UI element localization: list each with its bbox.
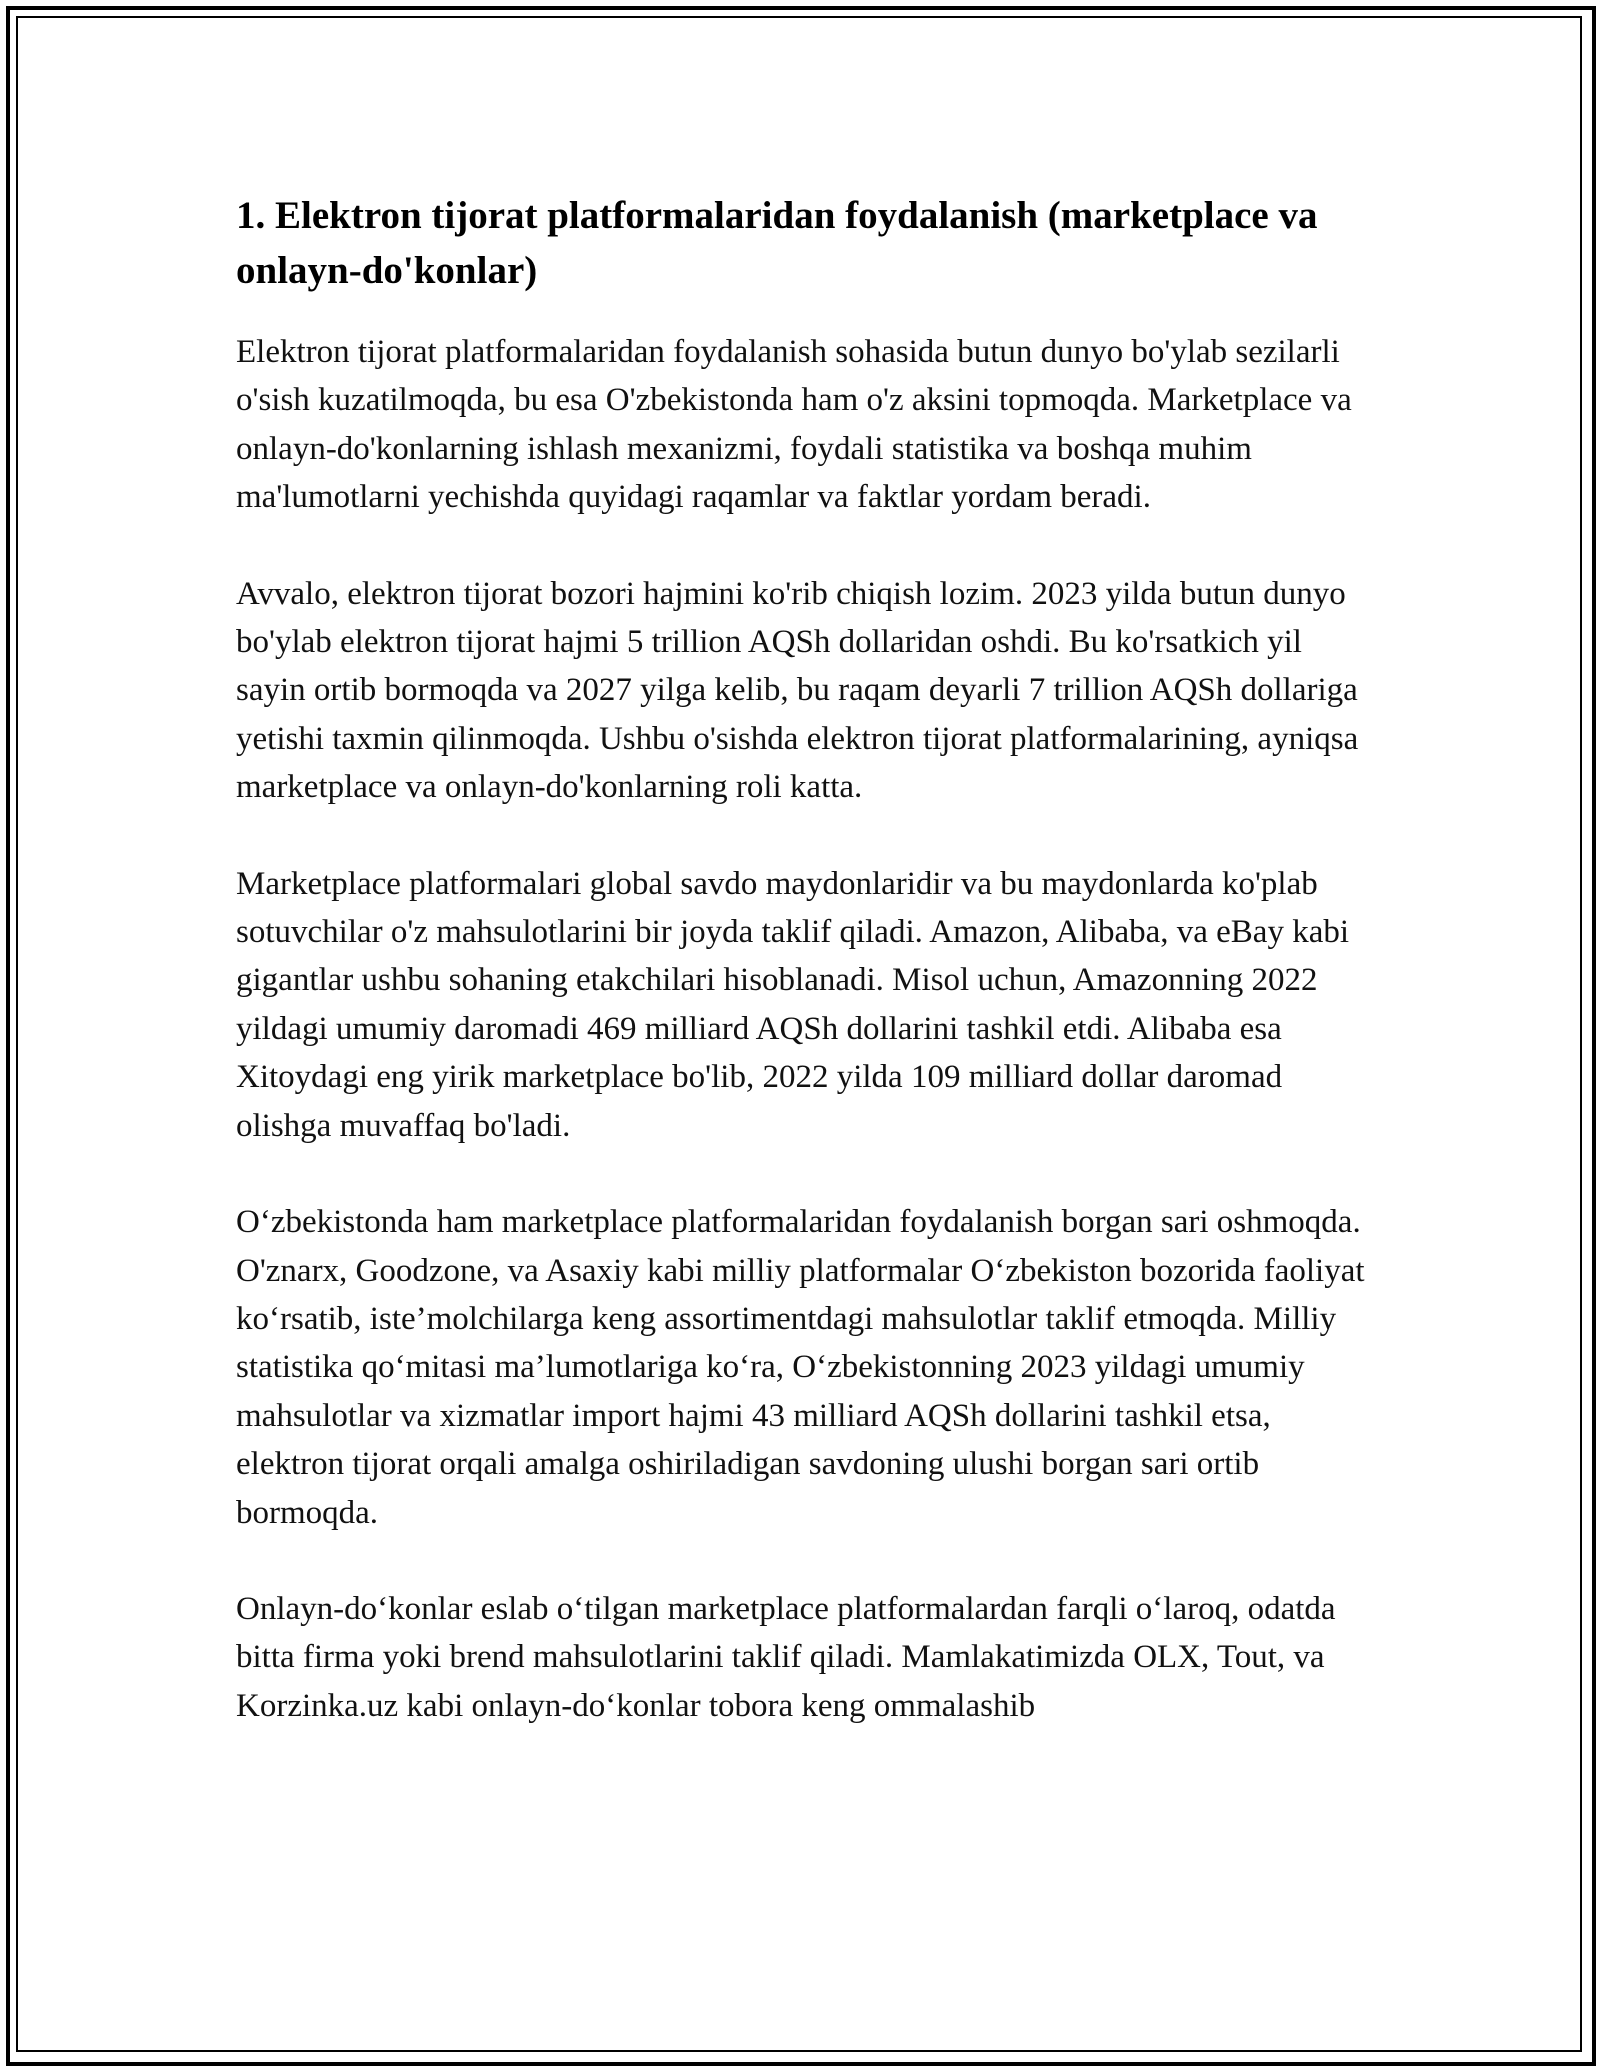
paragraph-market-size: Avvalo, elektron tijorat bozori hajmini ko'rib chiqish lozim. 2023 yilda butun dunyo bo'ylab elektron tijorat hajmi 5 trillion AQSh dollaridan oshdi. Bu ko'rsatkich yil sayin ortib bormoqda va 2027 yilga kelib, bu raqam deyarli 7 trillion AQSh dollariga yetishi taxmin qilinmoqda. Ushbu o'sishda elektron tijorat platformalarining, ayniqsa marketplace va onlayn-do'konlarning roli katta. [236,575,1359,806]
paragraph-online-stores: Onlayn-do‘konlar eslab o‘tilgan marketplace platformalardan farqli o‘laroq, odatda bitta firma yoki brend mahsulotlarini taklif qiladi. Mamlakatimizda OLX, Tout, va Korzinka.uz kabi onlayn-do‘konlar tobora keng ommalashib [236,1590,1336,1724]
paragraph-intro: Elektron tijorat platformalaridan foydalanish sohasida butun dunyo bo'ylab sezilarli o'sish kuzatilmoqda, bu esa O'zbekistonda ham o'z aksini topmoqda. Marketplace va onlayn-do'konlarning ishlash mexanizmi, foydali statistika va boshqa muhim ma'lumotlarni yechishda quyidagi raqamlar va faktlar yordam beradi. [236,334,1352,516]
document-body [236,188,1376,1730]
section-heading: 1. Elektron tijorat platformalaridan foydalanish (marketplace va onlayn-do'konlar) [236,194,1318,292]
paragraph-marketplace-uzbekistan: O‘zbekistonda ham marketplace platformalaridan foydalanish borgan sari oshmoqda. O'znarx, Goodzone, va Asaxiy kabi milliy platformalar O‘zbekiston bozorida faoliyat ko‘rsatib, iste’molchilarga keng assortimentdagi mahsulotlar taklif etmoqda. Milliy statistika qo‘mitasi ma’lumotlariga ko‘ra, O‘zbekistonning 2023 yildagi umumiy mahsulotlar va xizmatlar import hajmi 43 milliard AQSh dollarini tashkil etsa, elektron tijorat orqali amalga oshiriladigan savdoning ulushi borgan sari ortib bormoqda. [236,1204,1365,1531]
paragraph-marketplace-global: Marketplace platformalari global savdo maydonlaridir va bu maydonlarda ko'plab sotuvchilar o'z mahsulotlarini bir joyda taklif qiladi. Amazon, Alibaba, va eBay kabi gigantlar ushbu sohaning etakchilari hisoblanadi. Misol uchun, Amazonning 2022 yildagi umumiy daromadi 469 milliard AQSh dollarini tashkil etdi. Alibaba esa Xitoydagi eng yirik marketplace bo'lib, 2022 yilda 109 milliard dollar daromad olishga muvaffaq bo'ladi. [236,865,1350,1144]
